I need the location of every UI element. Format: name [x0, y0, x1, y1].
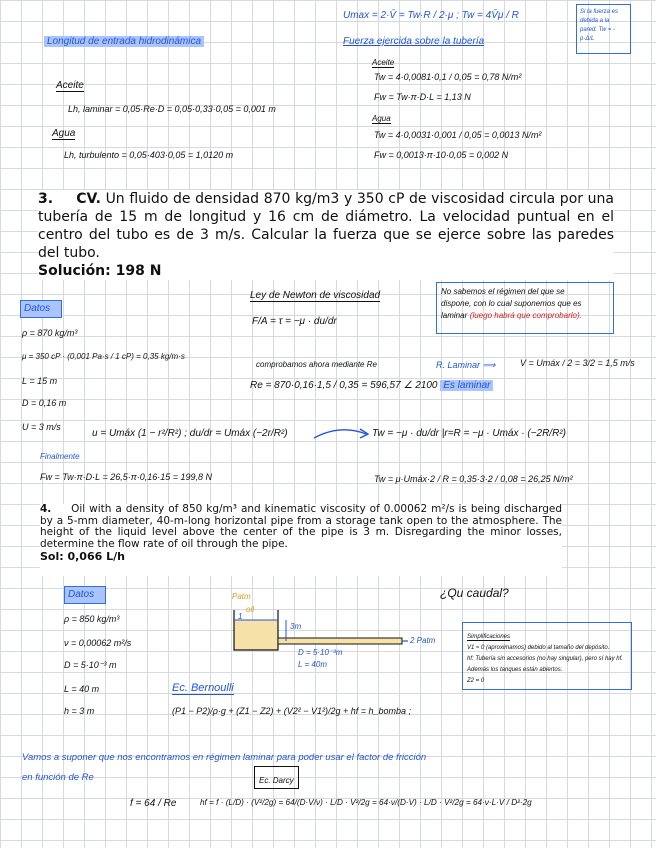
diagram-d-label: D = 5·10⁻³m — [298, 648, 343, 657]
tw-derivation: Tw = −μ · du/dr |r=R = −μ · Umáx · (−2R/R²) — [372, 428, 566, 439]
simplificacion-1: V1 ≈ 0 (aproximamos) debido al tamaño del depósito. — [467, 645, 610, 651]
comprobamos-text: comprobamos ahora mediante Re — [256, 360, 377, 369]
es-laminar-badge: Es laminar — [440, 380, 493, 391]
problem-3-label: CV. — [76, 191, 101, 207]
sol4-rho: ρ = 850 kg/m³ — [64, 614, 120, 624]
re-equation — [250, 380, 493, 391]
u-profile-equation: u = Umáx (1 − r²/R²) ; du/dr = Umáx (−2r/R²) — [92, 428, 288, 439]
problem-3-solution: Solución: 198 N — [38, 263, 162, 279]
sol4-L: L = 40 m — [64, 684, 100, 694]
newton-equation: F/A = τ = −μ · du/dr — [252, 316, 337, 327]
right-aceite-tw: Tw = 4·0,0081·0,1 / 0,05 = 0,78 N/m² — [374, 72, 522, 82]
sol4-h: h = 3 m — [64, 706, 95, 716]
regime-note-3: laminar — [441, 311, 468, 320]
bernoulli-equation: (P1 − P2)/ρ·g + (Z1 − Z2) + (V2² − V1²)/2g + hf = h_bomba ; — [172, 706, 412, 716]
problem-4-number: 4. — [40, 503, 52, 515]
sol3-D: D = 0,16 m — [22, 398, 67, 408]
problem-4-statement — [40, 504, 562, 550]
problem-3-statement — [38, 190, 614, 262]
regime-note-box — [436, 282, 614, 334]
f-equation: f = 64 / Re — [130, 798, 177, 809]
diagram-h-3m: 3m — [290, 622, 302, 631]
agua-equation: Lh, turbulento = 0,05·403·0,05 = 1,0120 m — [64, 150, 234, 160]
simplificacion-4: Z2 = 0 — [467, 678, 485, 684]
agua-label: Agua — [52, 128, 76, 139]
newton-title: Ley de Newton de viscosidad — [250, 290, 381, 301]
simplificaciones-box — [462, 622, 632, 690]
datos4-label: Datos — [68, 589, 95, 600]
problem-3-number: 3. — [38, 191, 54, 207]
problem-4-solution: Sol: 0,066 L/h — [40, 550, 125, 563]
datos4-box — [64, 586, 106, 604]
diagram-patm-top: Patm — [232, 592, 251, 601]
sol4-D: D = 5·10⁻³ m — [64, 660, 117, 670]
datos3-box — [20, 300, 62, 318]
entrada-title-text: Longitud de entrada hidrodinámica — [44, 36, 204, 47]
bernoulli-title: Ec. Bernoulli — [172, 682, 234, 694]
suponer-text-2: en función de Re — [22, 772, 94, 783]
right-agua-label: Agua — [372, 114, 391, 123]
simplificacion-2: hf: Tubería sin accesorios (no hay singular), pero sí hay hf. — [467, 656, 623, 662]
entrada-title — [44, 36, 204, 47]
problem-4 — [40, 504, 562, 576]
diagram-oil: oil — [246, 605, 255, 614]
regime-note-2: dispone, con lo cual suponemos que es — [441, 299, 582, 308]
caudal-question: ¿Qu caudal? — [440, 586, 509, 600]
regime-note-3-line — [437, 310, 613, 322]
problem-4-text: Oil with a density of 850 kg/m³ and kinematic viscosity of 0.00062 m²/s is being discharged by a 5-mm diameter, 40-m-long horizontal pipe from a storage tank open to the atmosphere. The height of the liquid level above the center of the pipe is 3 m. Disregarding the minor losses, determine the flow rate of oil through the pipe. — [40, 503, 562, 550]
sol3-U: U = 3 m/s — [22, 422, 61, 432]
simplificacion-3: Además los tanques están abiertos. — [467, 667, 563, 673]
simplificaciones-title: Simplificaciones — [467, 634, 511, 640]
finalmente-label: Finalmente — [40, 452, 80, 461]
diagram-l-label: L = 40m — [298, 660, 327, 669]
regime-note-1: No sabemos el régimen del que se — [441, 287, 565, 296]
diagram-patm-out: 2 Patm — [410, 636, 436, 645]
sol3-L: L = 15 m — [22, 376, 58, 386]
fuerza-title: Fuerza ejercida sobre la tubería — [343, 36, 485, 47]
sol4-nu: ν = 0,00062 m²/s — [64, 638, 132, 648]
arrow-to-tw — [312, 424, 372, 444]
datos3-label: Datos — [24, 303, 51, 314]
right-aceite-fw: Fw = Tw·π·D·L = 1,13 N — [374, 92, 471, 102]
fw-equation: Fw = Tw·π·D·L = 26,5·π·0,16·15 = 199,8 N — [40, 472, 213, 482]
darcy-box — [254, 766, 299, 789]
aceite-label: Aceite — [56, 80, 84, 91]
aceite-equation: Lh, laminar = 0,05·Re·D = 0,05·0,33·0,05 = 0,001 m — [68, 104, 276, 114]
sol3-mu: μ = 350 cP · (0,001 Pa·s / 1 cP) = 0,35 kg/m·s — [22, 352, 185, 361]
darcy-label: Ec. Darcy — [259, 776, 294, 785]
tw-value: Tw = μ·Umáx·2 / R = 0,35·3·2 / 0,08 = 26,25 N/m² — [374, 474, 573, 484]
right-aceite-label: Aceite — [372, 58, 395, 67]
right-agua-tw: Tw = 4·0,0031·0,001 / 0,05 = 0,0013 N/m² — [374, 130, 542, 140]
velocity-equation: V = Umáx / 2 = 3/2 = 1,5 m/s — [520, 358, 635, 368]
right-agua-fw: Fw = 0,0013·π·10·0,05 = 0,002 N — [374, 150, 509, 160]
corner-note: Si la fuerza es debida a la pared. Tw = -p·Δ/L — [580, 9, 619, 42]
umax-equation: Umax = 2·V̄ = Tw·R / 2·μ ; Tw = 4V̄μ / R — [343, 10, 519, 21]
sol3-rho: ρ = 870 kg/m³ — [22, 328, 78, 338]
problem-3 — [38, 190, 614, 280]
r-laminar-label: R. Laminar ⟹ — [436, 360, 496, 370]
diagram-point-1: 1 — [238, 612, 243, 621]
suponer-text: Vamos a suponer que nos encontramos en régimen laminar para poder usar el factor de fricción — [22, 752, 427, 763]
hf-equation: hf = f · (L/D) · (V²/2g) = 64/(D·V/ν) · L/D · V²/2g = 64·ν/(D·V) · L/D · V²/2g = 64·ν·L·V / D²·2g — [200, 798, 532, 807]
regime-note-red: (luego habrá que comprobarlo). — [469, 311, 582, 320]
re-equation-text: Re = 870·0,16·1,5 / 0,35 = 596,57 ∠ 2100 — [250, 380, 438, 391]
problem-3-text: Un fluido de densidad 870 kg/m3 y 350 cP de viscosidad circula por una tubería de 15 m de longitud y 16 cm de diámetro. La velocidad puntual en el centro del tubo es de 3 m/s. Calcular la fuerza que se ejerce sobre las paredes del tubo. — [38, 191, 614, 261]
corner-note-box — [576, 4, 631, 54]
